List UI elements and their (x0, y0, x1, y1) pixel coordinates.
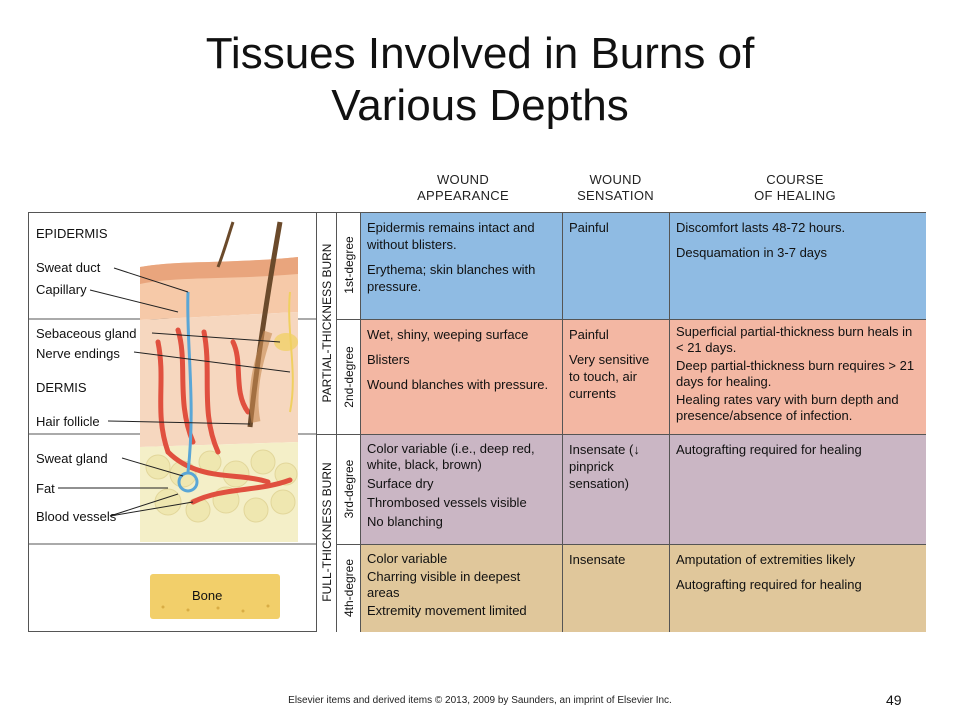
slide-title (0, 28, 960, 132)
degree-label-2nd: 2nd-degree (342, 346, 356, 408)
column-header-line: WOUND (436, 172, 490, 187)
degree-cell-1st (336, 212, 360, 319)
column-header-line: SENSATION (577, 188, 654, 203)
appearance-text: Extremity movement limited (367, 603, 527, 618)
appearance-text: Color variable (367, 551, 448, 566)
label-sebaceous-gland: Sebaceous gland (36, 326, 137, 341)
healing-text: Autografting required for healing (676, 577, 862, 592)
cell-wound-appearance (360, 545, 562, 632)
label-blood-vessels: Blood vessels (36, 509, 117, 524)
healing-text: Amputation of extremities likely (676, 552, 856, 567)
cell-wound-appearance (360, 213, 562, 319)
copyright-footer: Elsevier items and derived items © 2013, 2009 by Saunders, an imprint of Elsevier Inc. (288, 695, 672, 706)
degree-label-4th: 4th-degree (342, 558, 356, 618)
degree-cell-2nd (336, 319, 360, 434)
cell-course-of-healing (669, 545, 926, 632)
appearance-text: Surface dry (367, 476, 434, 491)
sensation-text: Very sensitive to touch, air currents (569, 352, 650, 401)
sensation-text: Insensate (569, 552, 626, 567)
healing-text: Desquamation in 3-7 days (676, 245, 828, 260)
cell-course-of-healing (669, 435, 926, 544)
appearance-text: No blanching (367, 514, 443, 529)
full-thickness-burn-band (316, 434, 336, 632)
appearance-text: Epidermis remains intact and without blisters. (367, 220, 535, 252)
sensation-text: Painful (569, 220, 609, 235)
healing-text: Autografting required for healing (676, 442, 862, 457)
label-nerve-endings: Nerve endings (36, 346, 120, 361)
column-header-line: OF HEALING (754, 188, 836, 203)
cell-wound-sensation (562, 435, 669, 544)
label-sweat-gland: Sweat gland (36, 451, 108, 466)
appearance-text: Wound blanches with pressure. (367, 377, 549, 392)
label-dermis: DERMIS (36, 380, 87, 395)
partial-thickness-burn-band (316, 212, 336, 434)
label-hair-follicle: Hair follicle (36, 414, 100, 429)
column-header-course-of-healing (720, 172, 870, 204)
table-row-3rd-degree (360, 434, 926, 544)
skin-cross-section-illustration (28, 212, 316, 632)
cell-wound-appearance (360, 435, 562, 544)
label-fat: Fat (36, 481, 55, 496)
column-header-line: COURSE (766, 172, 824, 187)
partial-thickness-burn-label: PARTIAL-THICKNESS BURN (320, 243, 334, 403)
healing-text: Deep partial-thickness burn requires > 21 days for healing. (676, 358, 915, 389)
column-header-wound-appearance (388, 172, 538, 204)
column-header-wound-sensation (563, 172, 668, 204)
table-row-1st-degree (360, 212, 926, 319)
appearance-text: Blisters (367, 352, 410, 367)
sensation-text: Insensate (↓ pinprick sensation) (569, 442, 640, 491)
sensation-text: Painful (569, 327, 609, 342)
label-epidermis: EPIDERMIS (36, 226, 108, 241)
degree-label-1st: 1st-degree (342, 236, 356, 294)
degree-cell-4th (336, 544, 360, 632)
title-line-1: Tissues Involved in Burns of (205, 29, 755, 78)
table-row-4th-degree (360, 544, 926, 632)
cell-course-of-healing (669, 213, 926, 319)
table-row-2nd-degree (360, 319, 926, 434)
healing-text: Superficial partial-thickness burn heals in < 21 days. (676, 324, 913, 355)
appearance-text: Color variable (i.e., deep red, white, black, brown) (367, 441, 535, 472)
cell-course-of-healing (669, 320, 926, 434)
cell-wound-sensation (562, 320, 669, 434)
full-thickness-burn-label: FULL-THICKNESS BURN (320, 462, 334, 602)
appearance-text: Charring visible in deepest areas (367, 569, 521, 600)
cell-wound-sensation (562, 545, 669, 632)
healing-text: Discomfort lasts 48-72 hours. (676, 220, 846, 235)
healing-text: Healing rates vary with burn depth and presence/absence of infection. (676, 392, 899, 423)
label-capillary: Capillary (36, 282, 87, 297)
cell-wound-sensation (562, 213, 669, 319)
label-sweat-duct: Sweat duct (36, 260, 101, 275)
appearance-text: Erythema; skin blanches with pressure. (367, 262, 536, 294)
appearance-text: Wet, shiny, weeping surface (367, 327, 529, 342)
degree-cell-3rd (336, 434, 360, 544)
degree-label-3rd: 3rd-degree (342, 459, 356, 519)
appearance-text: Thrombosed vessels visible (367, 495, 527, 510)
cell-wound-appearance (360, 320, 562, 434)
column-header-line: APPEARANCE (417, 188, 509, 203)
column-header-line: WOUND (589, 172, 642, 187)
label-bone: Bone (192, 588, 223, 603)
title-line-2: Various Depths (331, 81, 629, 130)
page-number: 49 (886, 692, 902, 708)
